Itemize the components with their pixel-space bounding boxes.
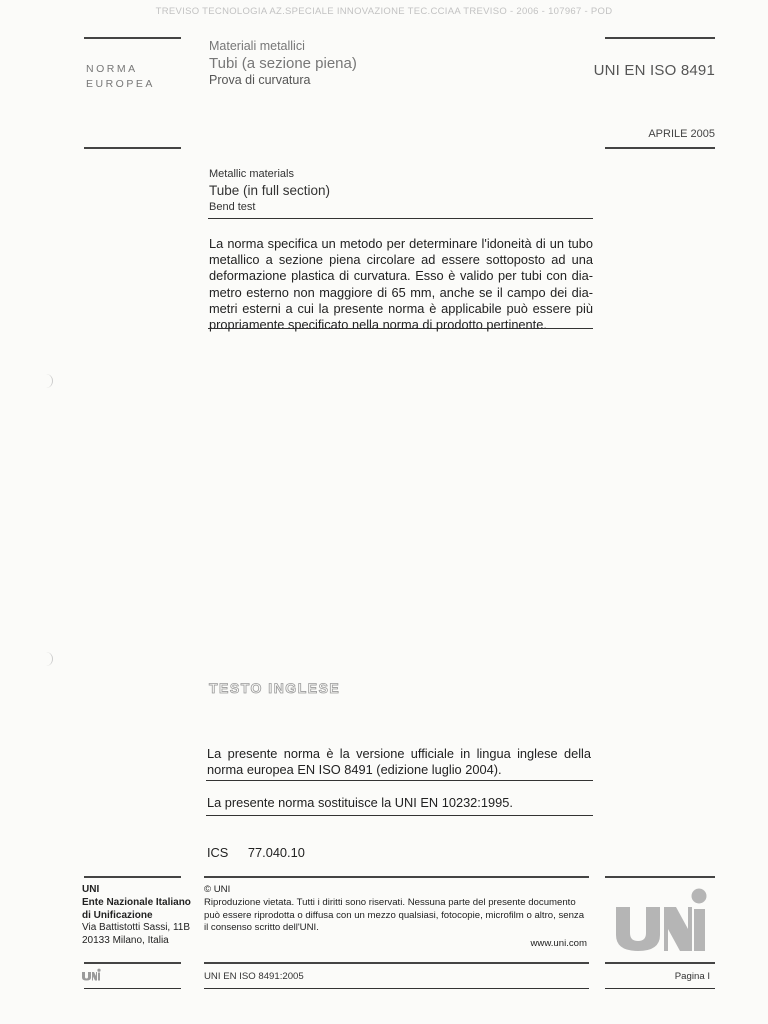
- norma-europea-label: [86, 62, 155, 92]
- abstract-line: metro esterno non maggiore di 65 mm, anche se il campo dei dia-: [209, 284, 593, 300]
- footer-bottom-rule-left: [84, 962, 181, 964]
- abstract-paragraph: [209, 236, 593, 333]
- abstract-line: metallico a sezione piena circolare ad essere sottoposto ad una: [209, 252, 593, 268]
- organization-block: [82, 884, 191, 948]
- org-name-line: Ente Nazionale Italiano: [82, 896, 191, 908]
- footer-top-rule-right: [605, 876, 715, 878]
- testo-inglese-heading: TESTO INGLESE: [209, 680, 341, 696]
- org-address-line: Via Battistotti Sassi, 11B: [82, 922, 191, 934]
- copyright-symbol: © UNI: [204, 884, 231, 895]
- ics-value: 77.040.10: [247, 845, 305, 860]
- official-version-note: [207, 746, 591, 778]
- english-category: Metallic materials: [209, 168, 294, 180]
- ics-classification: [207, 845, 305, 860]
- ics-label: ICS: [207, 845, 229, 860]
- replaces-note: La presente norma sostituisce la UNI EN 10232:1995.: [207, 795, 513, 810]
- header-top-rule-right: [605, 37, 715, 39]
- punch-hole-mark: [44, 374, 53, 388]
- watermark-text: TREVISO TECNOLOGIA AZ.SPECIALE INNOVAZIONE TEC.CCIAA TREVISO - 2006 - 107967 - POD: [155, 6, 613, 17]
- org-address-line: 20133 Milano, Italia: [82, 935, 169, 947]
- footer-page-number: Pagina I: [674, 971, 710, 982]
- official-line: norma europea EN ISO 8491 (edizione luglio 2004).: [207, 762, 502, 777]
- copyright-line: può essere riprodotta o diffusa con un mezzo qualsiasi, fotocopie, microfilm o altro, senza: [204, 909, 585, 921]
- abstract-line: deformazione plastica di curvatura. Esso è valido per tubi con dia-: [209, 268, 593, 284]
- website-link[interactable]: www.uni.com: [530, 938, 587, 949]
- norma-line-1: NORMA: [86, 63, 138, 75]
- italian-category: Materiali metallici: [209, 39, 305, 53]
- footer-bottom-rule-mid: [204, 962, 589, 964]
- italian-title-block: [209, 38, 357, 88]
- uni-small-logo-icon: [81, 968, 101, 986]
- footer-end-rule-right: [605, 988, 715, 989]
- italian-title: Tubi (a sezione piena): [209, 55, 357, 72]
- replaces-rule: [206, 815, 593, 816]
- official-rule: [206, 780, 593, 781]
- header-bottom-rule-right: [605, 147, 715, 149]
- english-test-name: Bend test: [209, 201, 256, 213]
- norma-line-2: EUROPEA: [86, 78, 155, 90]
- uni-logo-icon: [606, 885, 710, 960]
- footer-end-rule-mid: [204, 988, 589, 989]
- english-title-rule: [208, 218, 593, 219]
- abstract-rule: [208, 328, 593, 329]
- english-title-block: [209, 167, 330, 214]
- copyright-line: il consenso scritto dell'UNI.: [204, 922, 319, 934]
- publication-date: APRILE 2005: [648, 128, 715, 140]
- punch-hole-mark: [44, 652, 53, 666]
- footer-end-rule-left: [84, 988, 181, 989]
- official-line: La presente norma è la versione ufficiale in lingua inglese della: [207, 746, 591, 761]
- abstract-line: propriamente specificato nella norma di prodotto pertinente.: [209, 317, 547, 333]
- english-title: Tube (in full section): [209, 183, 331, 198]
- italian-test-name: Prova di curvatura: [209, 73, 311, 87]
- org-short-name: UNI: [82, 884, 100, 895]
- footer-top-rule-left: [84, 876, 181, 878]
- footer-standard-code: UNI EN ISO 8491:2005: [204, 971, 304, 982]
- header-bottom-rule-left: [84, 147, 181, 149]
- org-name-line: di Unificazione: [82, 909, 153, 921]
- standard-code: UNI EN ISO 8491: [593, 62, 715, 79]
- footer-bottom-rule-right: [605, 962, 715, 964]
- copyright-block: [204, 884, 587, 935]
- copyright-line: Riproduzione vietata. Tutti i diritti sono riservati. Nessuna parte del presente documento: [204, 896, 576, 908]
- abstract-line: metri esterni a cui la presente norma è applicabile può essere più: [209, 300, 593, 316]
- abstract-line: La norma specifica un metodo per determinare l'idoneità di un tubo: [209, 236, 593, 251]
- header-top-rule-left: [84, 37, 181, 39]
- footer-top-rule-mid: [204, 876, 589, 878]
